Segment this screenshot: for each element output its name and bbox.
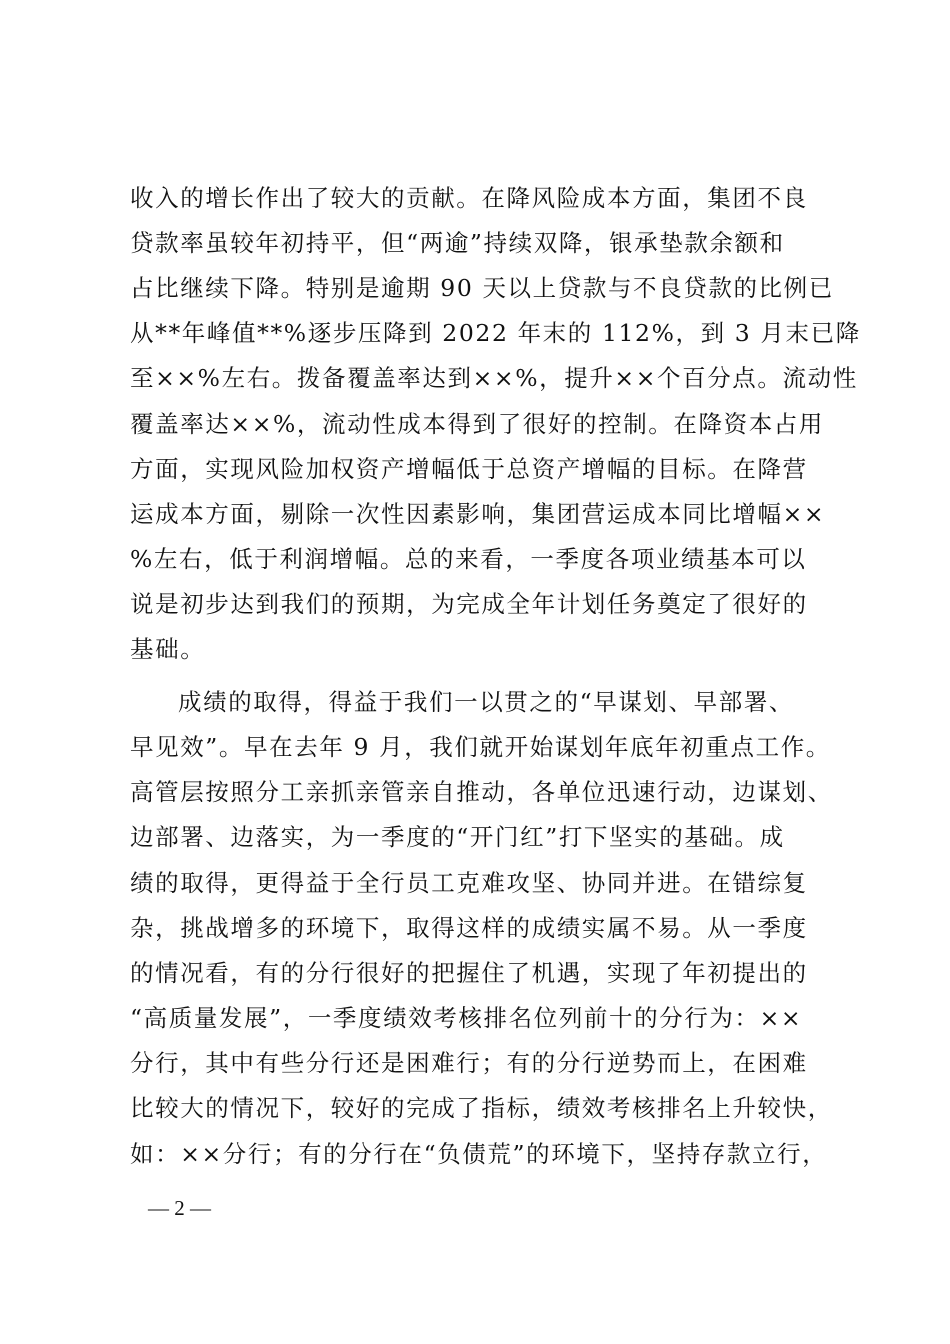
paragraph-1-line-5: 至××%左右。拨备覆盖率达到××%，提升××个百分点。流动性 xyxy=(130,364,858,392)
paragraph-2-line-1: 成绩的取得，得益于我们一以贯之的“早谋划、早部署、 xyxy=(178,688,795,716)
paragraph-1-line-10: 说是初步达到我们的预期，为完成全年计划任务奠定了很好的 xyxy=(130,590,808,618)
paragraph-2-line-4: 边部署、边落实，为一季度的“开门红”打下坚实的基础。成 xyxy=(130,823,785,851)
paragraph-2-line-10: 比较大的情况下，较好的完成了指标，绩效考核排名上升较快， xyxy=(130,1094,833,1122)
paragraph-2-line-5: 绩的取得，更得益于全行员工克难攻坚、协同并进。在错综复 xyxy=(130,869,808,897)
paragraph-2-line-8: “高质量发展”，一季度绩效考核排名位列前十的分行为：×× xyxy=(130,1004,803,1032)
paragraph-1-line-3: 占比继续下降。特别是逾期 90 天以上贷款与不良贷款的比例已 xyxy=(130,274,834,302)
paragraph-1-line-8: 运成本方面，剔除一次性因素影响，集团营运成本同比增幅×× xyxy=(130,500,826,528)
paragraph-2-line-6: 杂，挑战增多的环境下，取得这样的成绩实属不易。从一季度 xyxy=(130,914,808,942)
paragraph-1-line-1: 收入的增长作出了较大的贡献。在降风险成本方面，集团不良 xyxy=(130,184,808,212)
paragraph-2-line-7: 的情况看，有的分行很好的把握住了机遇，实现了年初提出的 xyxy=(130,959,808,987)
paragraph-1-line-9: %左右，低于利润增幅。总的来看，一季度各项业绩基本可以 xyxy=(130,545,807,573)
paragraph-1-line-11: 基础。 xyxy=(130,635,206,663)
paragraph-1-line-4: 从**年峰值**%逐步压降到 2022 年末的 112%，到 3 月末已降 xyxy=(130,319,861,347)
paragraph-2-line-3: 高管层按照分工亲抓亲管亲自推动，各单位迅速行动，边谋划、 xyxy=(130,778,833,806)
paragraph-1-line-7: 方面，实现风险加权资产增幅低于总资产增幅的目标。在降营 xyxy=(130,455,808,483)
paragraph-2-line-2: 早见效”。早在去年 9 月，我们就开始谋划年底年初重点工作。 xyxy=(130,733,831,761)
paragraph-1-line-2: 贷款率虽较年初持平，但“两逾”持续双降，银承垫款余额和 xyxy=(130,229,785,257)
paragraph-1-line-6: 覆盖率达××%，流动性成本得到了很好的控制。在降资本占用 xyxy=(130,410,825,438)
paragraph-2-line-11: 如：××分行；有的分行在“负债荒”的环境下，坚持存款立行， xyxy=(130,1140,828,1168)
page-number: — 2 — xyxy=(148,1196,211,1220)
paragraph-2-line-9: 分行，其中有些分行还是困难行；有的分行逆势而上，在困难 xyxy=(130,1049,808,1077)
